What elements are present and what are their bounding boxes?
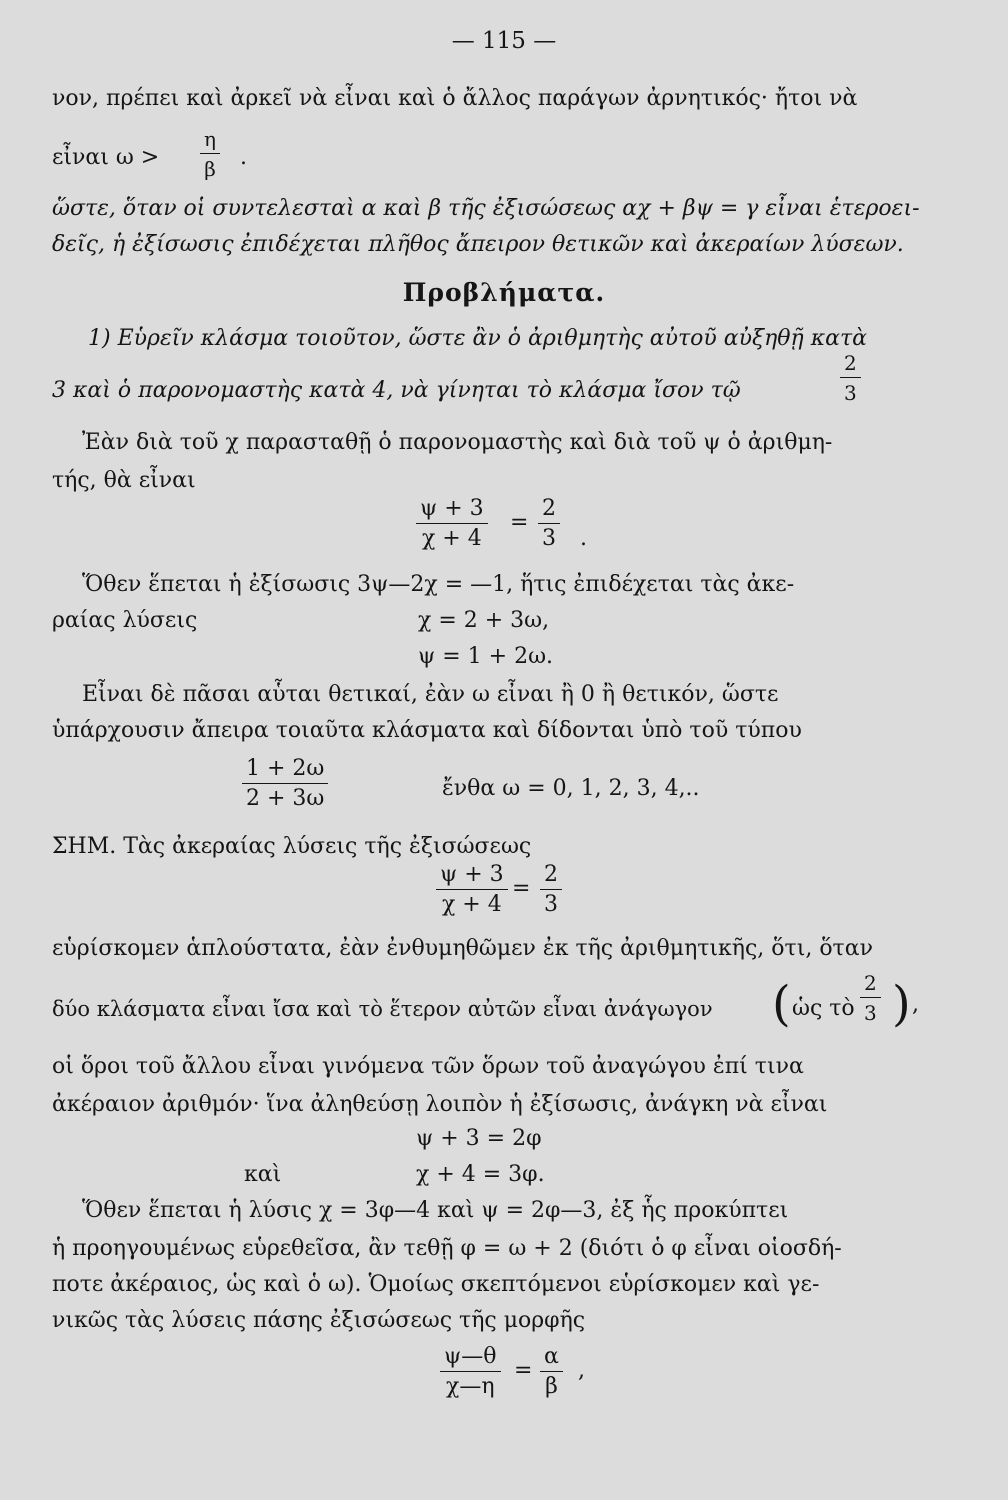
text-line-21: ποτε ἀκέραιος, ὡς καὶ ὁ ω). Ὁμοίως σκεπτόμενοι εὑρίσκομεν καὶ γε- — [52, 1272, 820, 1297]
text-line-4: δεῖς, ἡ ἐξίσωσις ἐπιδέχεται πλῆθος ἄπειρον θετικῶν καὶ ἀκεραίων λύσεων. — [52, 232, 904, 257]
text-line-13: ὑπάρχουσιν ἄπειρα τοιαῦτα κλάσματα καὶ δίδονται ὑπὸ τοῦ τύπου — [52, 718, 802, 743]
comma: , — [578, 1358, 585, 1383]
fraction-denominator: 3 — [544, 892, 558, 917]
problem-line-2: 3 καὶ ὁ παρονομαστὴς κατὰ 4, νὰ γίνηται τὸ κλάσμα ἴσον τῷ — [52, 378, 741, 403]
equation-2-right — [540, 862, 562, 918]
fraction-numerator: 2 — [840, 350, 861, 378]
text-line-3: ὥστε, ὅταν οἱ συντελεσταὶ α καὶ β τῆς ἐξισώσεως αχ + βψ = γ εἶναι ἑτεροει- — [52, 196, 920, 221]
fraction-denominator: χ + 4 — [421, 526, 482, 551]
page-number: — 115 — — [451, 28, 557, 54]
comma: , — [912, 992, 919, 1017]
equation-2-left — [436, 862, 508, 918]
equals-sign: = — [510, 510, 529, 535]
text-line-17: οἱ ὅροι τοῦ ἄλλου εἶναι γινόμενα τῶν ὅρων τοῦ ἀναγώγου ἐπί τινα — [52, 1054, 804, 1079]
fraction-numerator: 2 — [860, 970, 881, 998]
section-heading: Προβλήματα. — [402, 278, 606, 307]
equation-3-conjunction: καὶ — [244, 1162, 282, 1187]
fraction-numerator: ψ—θ — [440, 1344, 501, 1372]
fraction-denominator: 2 + 3ω — [246, 786, 325, 811]
fraction-numerator: 1 + 2ω — [242, 756, 328, 784]
note-line: ΣΗΜ. Τὰς ἀκεραίας λύσεις τῆς ἐξισώσεως — [52, 834, 532, 859]
text-line-19: Ὅθεν ἕπεται ἡ λύσις χ = 3φ—4 καὶ ψ = 2φ—3, ἐξ ἧς προκύπτει — [82, 1198, 789, 1223]
solution-chi: χ = 2 + 3ω, — [418, 608, 550, 633]
problem-line-1: 1) Εὑρεῖν κλάσμα τοιοῦτον, ὥστε ἂν ὁ ἀριθμητὴς αὐτοῦ αὐξηθῇ κατὰ — [88, 326, 868, 351]
fraction-denominator: β — [204, 157, 216, 181]
fraction-numerator: 2 — [540, 862, 562, 890]
fraction-numerator: ψ + 3 — [436, 862, 508, 890]
text-line-2: εἶναι ω > — [52, 145, 160, 170]
fraction-denominator: 3 — [864, 1001, 877, 1025]
fraction-two-thirds-inline — [860, 970, 881, 1026]
text-line-16: δύο κλάσματα εἶναι ἴσα καὶ τὸ ἕτερον αὐτῶν εἶναι ἀνάγωγον — [52, 997, 713, 1021]
fraction-numerator: α — [540, 1344, 563, 1372]
text-line-15: εὑρίσκομεν ἁπλούστατα, ἐὰν ἐνθυμηθῶμεν ἐκ τῆς ἀριθμητικῆς, ὅτι, ὅταν — [52, 936, 873, 961]
open-parenthesis: ( — [772, 976, 791, 1032]
fraction-two-thirds — [840, 350, 861, 406]
fraction-denominator: χ—η — [445, 1374, 495, 1399]
text-line-9: τής, θὰ εἶναι — [52, 468, 196, 493]
fraction-denominator: χ + 4 — [441, 892, 502, 917]
equation-1-right — [538, 496, 560, 552]
period: . — [580, 526, 587, 551]
text-line-18: ἀκέραιον ἀριθμόν· ἵνα ἀληθεύσῃ λοιπὸν ἡ ἐξίσωσις, ἀνάγκη νὰ εἶναι — [52, 1092, 828, 1117]
fraction-numerator: η — [200, 126, 220, 154]
fraction-denominator: β — [545, 1374, 558, 1399]
text-line-20: ἡ προηγουμένως εὑρεθεῖσα, ἂν τεθῇ φ = ω + 2 (διότι ὁ φ εἶναι οἱοσδή- — [52, 1236, 842, 1261]
fraction-denominator: 3 — [844, 381, 857, 405]
text-line-11: ραίας λύσεις — [52, 608, 198, 633]
fraction-eta-beta — [200, 126, 220, 182]
equation-4-left — [440, 1344, 501, 1400]
solution-psi: ψ = 1 + 2ω. — [418, 644, 554, 669]
formula-fraction — [242, 756, 328, 812]
parenthetical-text: ὡς τὸ — [792, 996, 855, 1021]
text-line-1: νον, πρέπει καὶ ἀρκεῖ νὰ εἶναι καὶ ὁ ἄλλος παράγων ἀρνητικός· ἤτοι νὰ — [52, 86, 858, 111]
equation-3b: χ + 4 = 3φ. — [416, 1162, 545, 1187]
formula-where-clause: ἔνθα ω = 0, 1, 2, 3, 4,.. — [442, 776, 700, 801]
period: . — [240, 145, 247, 170]
equals-sign: = — [514, 1358, 533, 1383]
text-line-12: Εἶναι δὲ πᾶσαι αὗται θετικαί, ἐὰν ω εἶναι ἢ 0 ἢ θετικόν, ὥστε — [82, 682, 779, 707]
equals-sign: = — [512, 876, 531, 901]
equation-4-right — [540, 1344, 563, 1400]
fraction-numerator: 2 — [538, 496, 560, 524]
text-line-8: Ἐὰν διὰ τοῦ χ παρασταθῇ ὁ παρονομαστὴς καὶ διὰ τοῦ ψ ὁ ἀριθμη- — [82, 430, 833, 455]
text-line-10: Ὅθεν ἕπεται ἡ ἐξίσωσις 3ψ—2χ = —1, ἥτις ἐπιδέχεται τὰς ἀκε- — [82, 572, 795, 597]
fraction-numerator: ψ + 3 — [416, 496, 488, 524]
text-line-22: νικῶς τὰς λύσεις πάσης ἐξισώσεως τῆς μορφῆς — [52, 1308, 586, 1333]
equation-3a: ψ + 3 = 2φ — [416, 1126, 542, 1151]
close-parenthesis: ) — [892, 976, 911, 1032]
fraction-denominator: 3 — [542, 526, 556, 551]
equation-1-left — [416, 496, 488, 552]
